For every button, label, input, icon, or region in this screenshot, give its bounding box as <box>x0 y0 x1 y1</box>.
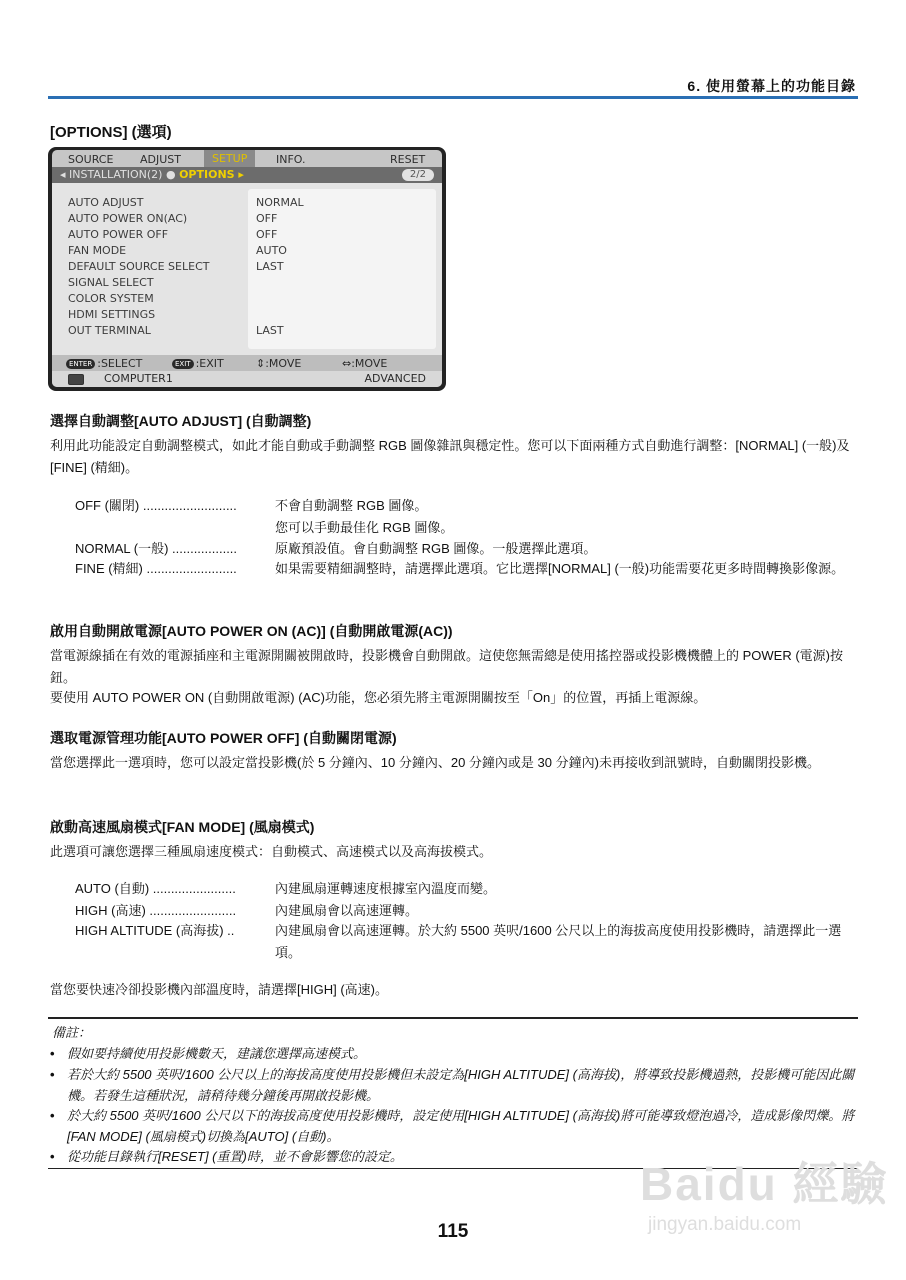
osd-item-hdmi-settings[interactable]: HDMI SETTINGS <box>68 308 156 321</box>
note-item: • 從功能目錄執行[RESET] (重置)時，並不會影響您的設定。 <box>50 1149 403 1164</box>
osd-item-signal-select[interactable]: SIGNAL SELECT <box>68 276 154 289</box>
fan-mode-heading: 啟動高速風扇模式[FAN MODE] (風扇模式) <box>50 819 315 835</box>
osd-menu <box>48 147 446 391</box>
osd-item-auto-power-on[interactable]: AUTO POWER ON(AC) <box>68 212 188 225</box>
osd-tab-bar <box>52 150 442 167</box>
auto-power-on-para-1: 當電源線插在有效的電源插座和主電源開關被開啟時，投影機會自動開啟。這使您無需總是使用搖控器或投影機機體上的 POWER (電源)按鈕。 <box>50 648 843 685</box>
osd-value-auto-adjust[interactable]: NORMAL <box>256 196 304 209</box>
osd-tab-adjust[interactable]: ADJUST <box>140 153 181 166</box>
auto-power-off-para: 當您選擇此一選項時，您可以設定當投影機(於 5 分鐘內、10 分鐘內、20 分鐘內或是 30 分鐘內)未再接收到訊號時，自動關閉投影機。 <box>50 755 820 770</box>
auto-adjust-heading: 選擇自動調整[AUTO ADJUST] (自動調整) <box>50 413 312 429</box>
osd-menu-mode: ADVANCED <box>364 372 426 385</box>
osd-current-source: COMPUTER1 <box>104 372 173 385</box>
osd-options-list <box>52 183 442 355</box>
osd-hint-exit: EXIT :EXIT <box>172 356 224 371</box>
osd-value-auto-power-on[interactable]: OFF <box>256 212 278 225</box>
osd-tab-setup[interactable]: SETUP <box>204 150 255 167</box>
osd-item-fan-mode[interactable]: FAN MODE <box>68 244 127 257</box>
osd-item-auto-power-off[interactable]: AUTO POWER OFF <box>68 228 169 241</box>
note-item: • 於大約 5500 英呎/1600 公尺以下的海拔高度使用投影機時，設定使用[HIGH ALTITUDE] (高海拔)將可能導致燈泡過冷，造成影像閃爍。將[FAN MODE] (風扇模式)切換為[AUTO] (自動)。 <box>50 1108 855 1144</box>
auto-adjust-term-off: OFF (關閉) .......................... <box>75 498 237 513</box>
osd-item-default-source[interactable]: DEFAULT SOURCE SELECT <box>68 260 210 273</box>
auto-adjust-desc-normal: 原廠預設值。會自動調整 RGB 圖像。一般選擇此選項。 <box>275 541 597 556</box>
auto-adjust-term-normal: NORMAL (一般) .................. <box>75 541 238 556</box>
osd-item-auto-adjust[interactable]: AUTO ADJUST <box>68 196 144 209</box>
up-down-arrow-icon: ⇕ <box>256 357 266 370</box>
osd-tab-info[interactable]: INFO. <box>276 153 306 166</box>
osd-value-fan-mode[interactable]: AUTO <box>256 244 287 257</box>
auto-adjust-desc-off: 不會自動調整 RGB 圖像。 您可以手動最佳化 RGB 圖像。 <box>275 498 454 535</box>
notes-top-rule <box>48 1017 858 1019</box>
notes-label: 備註： <box>52 1025 92 1040</box>
osd-status-bar <box>52 371 442 387</box>
auto-adjust-desc-fine: 如果需要精細調整時，請選擇此選項。它比選擇[NORMAL] (一般)功能需要花更多時間轉換影像源。 <box>275 561 845 576</box>
osd-value-auto-power-off[interactable]: OFF <box>256 228 278 241</box>
auto-power-on-heading: 啟用自動開啟電源[AUTO POWER ON (AC)] (自動開啟電源(AC)) <box>50 623 453 639</box>
osd-path-current[interactable]: OPTIONS ▸ <box>179 168 244 181</box>
fan-mode-desc-auto: 內建風扇運轉速度根據室內溫度而變。 <box>275 881 497 896</box>
osd-footer <box>52 355 442 387</box>
computer-source-icon <box>68 374 84 385</box>
fan-mode-term-high-altitude: HIGH ALTITUDE (高海拔) .. <box>75 923 235 938</box>
baidu-watermark-url: jingyan.baidu.com <box>648 1214 802 1235</box>
osd-page-indicator: 2/2 <box>402 169 434 181</box>
fan-mode-term-auto: AUTO (自動) ....................... <box>75 881 236 896</box>
osd-breadcrumb <box>52 167 442 183</box>
fan-mode-desc-high: 內建風扇會以高速運轉。 <box>275 903 419 918</box>
header-divider <box>48 96 858 99</box>
note-item: • 假如要持續使用投影機數天，建議您選擇高速模式。 <box>50 1046 367 1061</box>
auto-power-off-heading: 選取電源管理功能[AUTO POWER OFF] (自動關閉電源) <box>50 730 397 746</box>
page-number: 115 <box>437 1221 469 1242</box>
osd-hint-move-vertical: ⇕:MOVE <box>256 357 302 370</box>
auto-adjust-intro: 利用此功能設定自動調整模式，如此才能自動或手動調整 RGB 圖像雜訊與穩定性。您可以下面兩種方式自動進行調整：[NORMAL] (一般)及[FINE] (精細)。 <box>50 438 850 475</box>
osd-hint-move-horizontal: ⇔:MOVE <box>342 357 388 370</box>
enter-key-icon: ENTER <box>66 359 95 369</box>
osd-item-color-system[interactable]: COLOR SYSTEM <box>68 292 154 305</box>
osd-tab-source[interactable]: SOURCE <box>68 153 114 166</box>
fan-mode-desc-high-altitude: 內建風扇會以高速運轉。於大約 5500 英呎/1600 公尺以上的海拔高度使用投影機時，請選擇此一選項。 <box>275 923 842 960</box>
baidu-watermark-logo: Baidu 經驗 <box>640 1158 889 1210</box>
osd-path-prev[interactable]: ◂ INSTALLATION(2) ● <box>60 168 176 181</box>
left-right-arrow-icon: ⇔ <box>342 357 352 370</box>
fan-mode-outro: 當您要快速冷卻投影機內部溫度時，請選擇[HIGH] (高速)。 <box>50 982 388 997</box>
osd-item-out-terminal[interactable]: OUT TERMINAL <box>68 324 151 337</box>
options-section-title: [OPTIONS] (選項) <box>50 124 172 141</box>
osd-value-out-terminal[interactable]: LAST <box>256 324 284 337</box>
note-item: • 若於大約 5500 英呎/1600 公尺以上的海拔高度使用投影機但未設定為[HIGH ALTITUDE] (高海拔)，將導致投影機過熱，投影機可能因此關機。若發生這種狀況，請稍待幾分鐘後再開啟投影機。 <box>50 1067 855 1103</box>
fan-mode-term-high: HIGH (高速) ........................ <box>75 903 237 918</box>
osd-tab-reset[interactable]: RESET <box>390 153 426 166</box>
auto-adjust-term-fine: FINE (精細) ......................... <box>75 561 237 576</box>
osd-hint-select: ENTER :SELECT <box>66 356 142 371</box>
fan-mode-intro: 此選項可讓您選擇三種風扇速度模式：自動模式、高速模式以及高海拔模式。 <box>50 844 493 859</box>
osd-value-default-source[interactable]: LAST <box>256 260 284 273</box>
page-header-title: 6. 使用螢幕上的功能目錄 <box>687 78 856 94</box>
exit-key-icon: EXIT <box>172 359 194 369</box>
auto-power-on-para-2: 要使用 AUTO POWER ON (自動開啟電源) (AC)功能，您必須先將主電源開關按至「On」的位置，再插上電源線。 <box>50 690 707 705</box>
